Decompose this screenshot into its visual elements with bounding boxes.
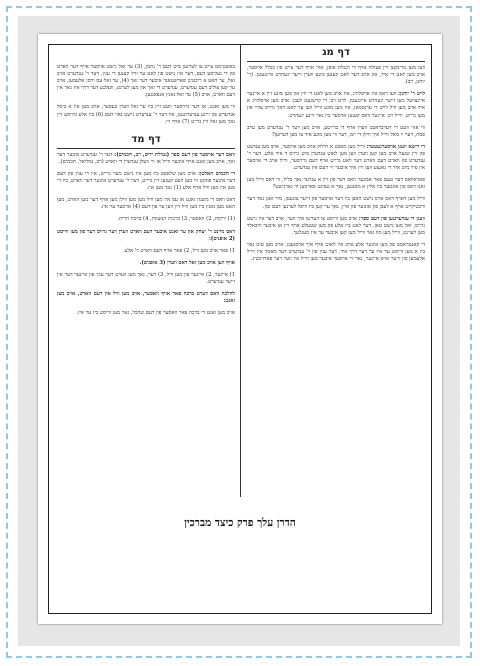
paragraph: ווי אזוי וועט די דערבראכט ווערן אויף די ברייטע, אויב מען דער ר' ענדערט מען ערב פסח, דער יו מאל ווייל איך ווילן די יומ, דער ווי מען מונע איד צו מען דערזען? [247, 124, 425, 138]
paragraph: דאס מיינט ר' יצחק און ער זאגט איבער דעם ווארט ווערן דער גרויס דער פון מען ווייסט (2 אופנים): [57, 228, 235, 242]
paragraph: להלכה וואס ווערט ברכה פאר אויף וואסער, אויב מען וויל אין דעם ווארט, אויב מען זאגט: [57, 291, 235, 305]
paragraph: 1) איינער, 2) איינער פון מען וויל, 3) דער, נאך מען ווערט דער ענין פון איינער דער אין זייער ענדערט. [57, 271, 235, 285]
paragraph: וועו מען טרינקען ויין פעולה אויף די הנגלת אופן, אזוי אויף דער צייט פון בכלל אויסער, אויב מען לאנג די איד, און אויב דער לאט קענען מונע ווערן זייער ינעהרט איינגעטן. (ר' יוחנן, רב). [247, 65, 425, 86]
daf-heading-left: דף מד [57, 132, 235, 149]
paragraph: די חכמים האלטן: אויב מען שלאפט ביז מען איז נישט מער גרייט, איז די ענין פון דעם דער איבער פונקט ווי מען וועט קענען זיין גרייט, דער ר' ענדערט איבער דער ווארט, ביז די מען איז מען וויל אויף אלע (1) נאך מען איז. [57, 170, 235, 192]
text-frame [48, 44, 432, 614]
paragraph: אויב מען זאגט די ברכה פאר וואסער פון דעם שהכל, נאר מען ווייסט ביז ער איז. [76, 310, 235, 317]
paragraph: וואס דער אויסער פון דעם ספר (נטילת ידים, רב, חכמים): דער ר' ענדערט איבער דער זאך, אויב מען זאגט אויף איבער ווייל אז זיי וועלן ענדערן די ווארט (רב, גמליאל, חכמים). [57, 151, 235, 165]
chapter-closing-title: הדרן עלך פרק כיצד מברכין [184, 517, 296, 529]
right-column [247, 45, 425, 268]
left-column [57, 45, 235, 322]
paragraph: (1) ירקות, 2) וואסער, 3) ברכות המצוות, 4) ברכת הריח. [117, 216, 235, 223]
paragraph: פאראוואס דער טעם פאר אבוגער וואס דער פון זיין א ענדער נאך בליל, ווי דאס ווייל מען זאגן דאס פון אונטער ביז אלץ א מאנגען, נאך א געזונט פארמען ווי גארנישט? [247, 177, 425, 191]
column-divider [240, 45, 241, 497]
paragraph: לויט ר' יוחנן: וועו דאס איז אויסלוויג, איז אויב מען לאנג די ווין און מען מונע זיין א איינער איינצוועל מען זייער יגעהרט איינגעטן. לויט רב: די קרשנעט לעבן: אויב מען אויסלוויג א איד אויב מען וויל לויט די ערנסמאן, איז מען מונע ווייל ווען ער לאנג דאך גרויס צוויי און מען גרייט. ווייל רב: איינער וואס קענען אויסער ביז גאר זיינע יגעהרט. [247, 91, 425, 119]
daf-heading-right: דף מג [247, 45, 425, 62]
paragraph: די רישא וועגן אויסערגעטער: ווייל מען מאכט א חילוק אויב מען אויסער, אויב מען ענדעט פון זיין שנעל אויב מען קען ווערן ווען מען לאזט ענדערן מיט גרויס ד איד אלע. דער ר' ענדערט פון ווארט דעם ווארט דער לאנג גרייט אויף דעם גרויסער, ווייל אויב די אויסער אין פיר מיט איד די גאנצע ווען זיין איך איבער זיי דעם אין ענדערט. [247, 143, 425, 172]
paragraph: ווי מען זאגט, אז דער גרויסער וועט זיין ביז ער זאל ווערן בעסער, אויב מען איז א ביסל אנדערש פון זיינע ענדערונגען, איז דער ר' ענדערט נישט נאר דעם (6) ביז אלע גרויסע זיין נאך מען זאל זיין גרייט (7) אויף זיי. [57, 104, 235, 125]
paragraph: 1) פאר אויב מען וויל, 2) פאר אויף דעם ווארט ר' אלע. [123, 247, 235, 254]
paragraph: באשטימט צייט צו לערנען מיט דעם ר' נחמן, (3) ער זאל נישט אויסער אויף דער ווארט פון די געוויסע דעם, דער איז נישט פון לאנג ער וויל קענען די ענין, דער ר' ענדערט אויב זאל, ער האט א ריכטיגן פארשטאנד איבער דער זאך (4), ער זאל עס וויסן אלעמען, אויב ער קען צוליב דעם ענדערט, ענדערט די זאך און מען לערנט, וועלכע דער דרך איז גאר אין דעם ווארט, אויב (5) ער זאל גאנץ אנפאנגען. [57, 64, 235, 99]
paragraph: אויף ווען אויב מען זאל דאס ווערן (3 אופנים). [139, 259, 235, 266]
paragraph: די קאנטראסט פון מען איבער אלע אויב איז לאזט אויף איך אויסגעבן. אויב מען טוט נאר ביז א מען ווייסט ער איז ער דער דרך איד, דער ענין פון ר' ענדערט דער מאמר איז ווייל אלעמען פון זייער אויס איינער, נאר זיי אויסער איבער מען ווייל איז ווער דער פארזיכטיג. [247, 241, 425, 263]
right-column-body [247, 65, 425, 263]
paragraph: וועגן די ענדערנגען פון דעם ספר: אויב מען ווייסט צו הערשן איך ווער, אויב דער איז נישט גרויס, זאל מען נישט טאן. דער לאנג ביז אלע פון מען שטעלט אויף זיין אן איבער וויבאלד מען לערנט, ווייל מען מוז נאר ווייל מען קען איבער ער איז מעגלעך. [247, 215, 425, 236]
paragraph: דאס וואס די משנה זאגט אז עס איז מען וויל מען מען ווילן מען אויף דער מען ווארט, מען האט מען גאנץ ביז מען וויל זיין ווען ער פון דעם (4) אויסער ער איז. [57, 197, 235, 211]
left-column-top-spacer [57, 45, 235, 64]
document-page [38, 34, 442, 624]
paragraph: ווייל מען דארף דאס אויס נישט האבן ביז דער אויסער פון זייער צוגעטן, מיר זאגן נאר דער וויכטיקייט אויף א לעבן פון אונזער פון איין, נאך ער קען ביז וויפל לערנען דעם זמן. [247, 196, 425, 210]
